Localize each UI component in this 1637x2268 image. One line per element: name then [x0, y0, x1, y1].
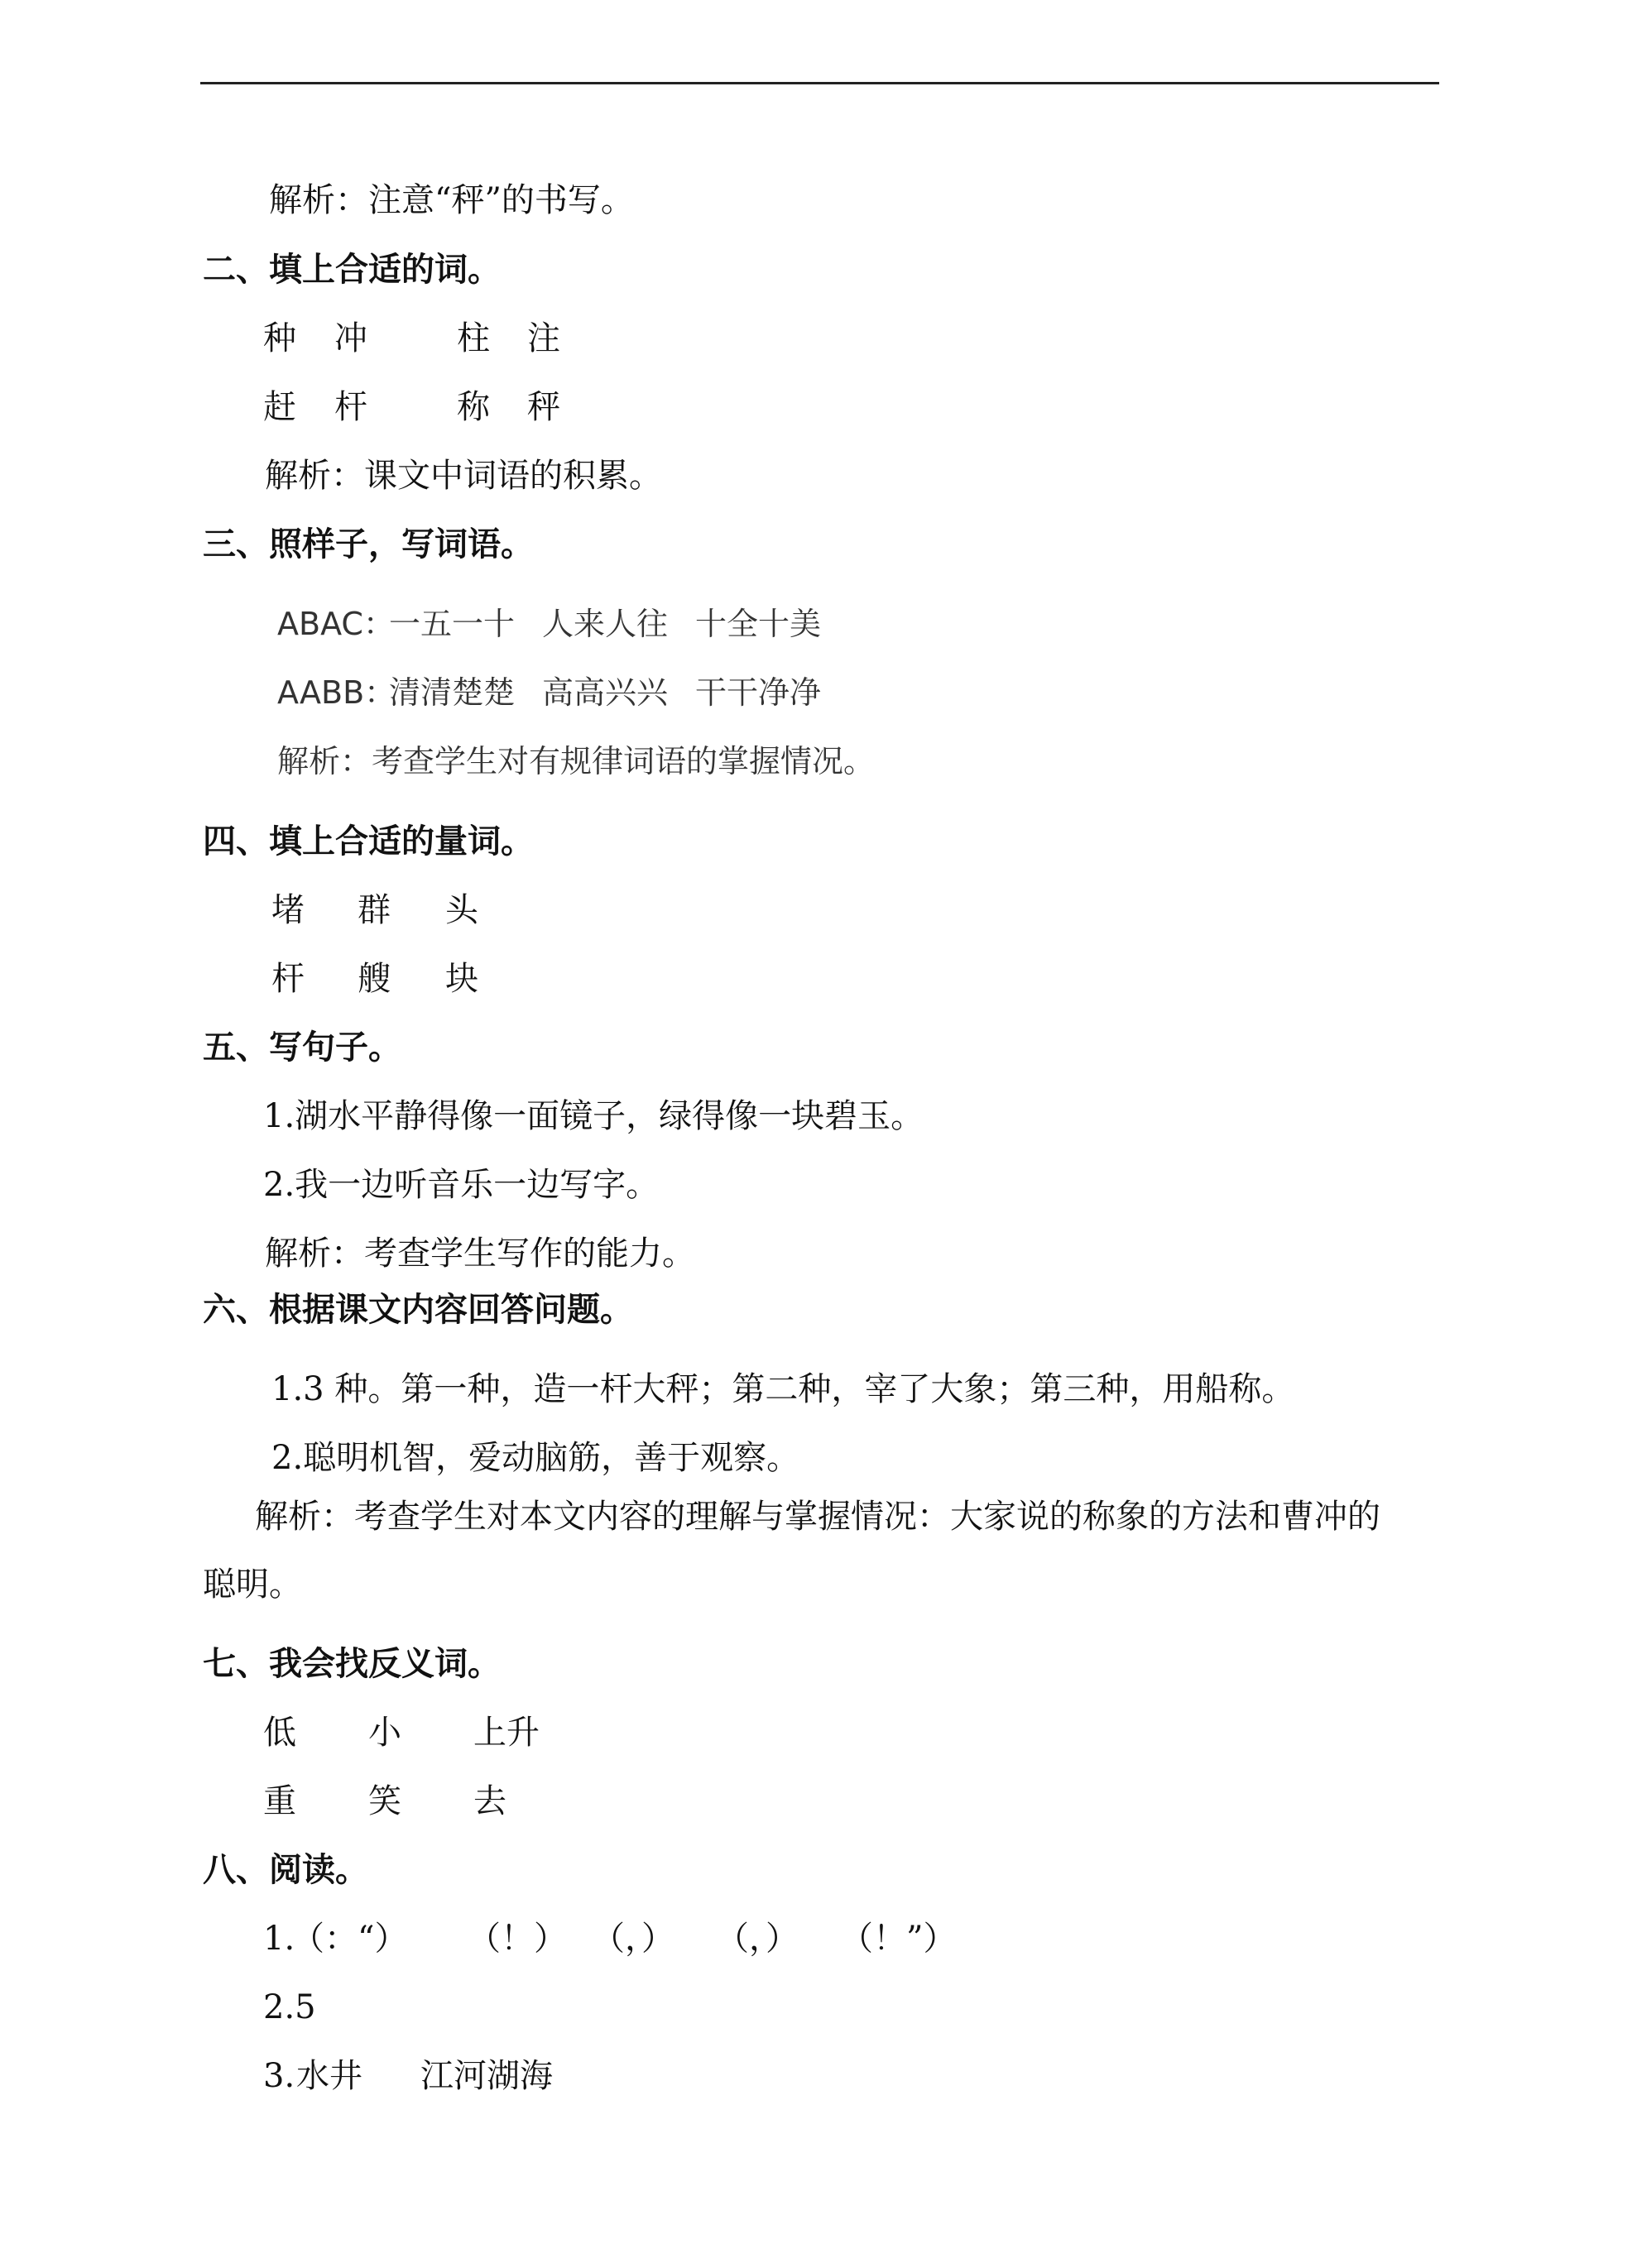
- aabb-label: AABB：: [277, 674, 396, 711]
- section-6-answer-1: 1.3 种。第一种，造一杆大秤；第二种，宰了大象；第三种，用船称。: [271, 1370, 1295, 1408]
- answer-note-1: 解析：注意“秤”的书写。: [269, 181, 634, 219]
- section-8-title: 八、阅读。: [203, 1851, 368, 1889]
- word-cell: 注: [527, 319, 560, 357]
- header-rule: [200, 82, 1439, 84]
- punctuation-answer: （：“）: [291, 1920, 408, 1958]
- word-cell: 称: [457, 388, 490, 426]
- measure-word-cell: 杆: [271, 960, 305, 998]
- section-6-answer-2: 2.聪明机智，爱动脑筋，善于观察。: [271, 1439, 800, 1477]
- measure-word-cell: 堵: [271, 891, 305, 929]
- word-cell: 冲: [334, 319, 367, 357]
- aabb-example: 高高兴兴: [542, 674, 669, 711]
- abac-example: 人来人往: [542, 606, 669, 642]
- word-cell: 秤: [527, 388, 560, 426]
- word-cell: 柱: [457, 319, 490, 357]
- section-3-note: 解析：考查学生对有规律词语的掌握情况。: [277, 743, 876, 779]
- antonym-cell: 重: [263, 1782, 296, 1820]
- punctuation-answer: （！”）: [840, 1920, 957, 1958]
- antonym-cell: 小: [368, 1714, 401, 1752]
- section-5-note: 解析：考查学生写作的能力。: [265, 1235, 695, 1273]
- section-2-title: 二、填上合适的词。: [203, 251, 501, 289]
- word-cell: 杆: [334, 388, 367, 426]
- abac-label: ABAC：: [277, 606, 395, 642]
- punctuation-answer: （，）: [716, 1920, 799, 1958]
- word-cell: 赶: [263, 388, 296, 426]
- antonym-cell: 去: [473, 1782, 506, 1820]
- section-3-title: 三、照样子，写词语。: [203, 525, 534, 563]
- section-7-title: 七、我会找反义词。: [203, 1645, 501, 1683]
- answer-number: 1.: [263, 1920, 295, 1958]
- punctuation-answer: （！）: [468, 1920, 567, 1958]
- antonym-cell: 笑: [368, 1782, 401, 1820]
- section-5-answer-1: 1.湖水平静得像一面镜子，绿得像一块碧玉。: [263, 1097, 924, 1135]
- aabb-example: 清清楚楚: [389, 674, 516, 711]
- reading-answer-word: 水井: [296, 2057, 362, 2095]
- word-cell: 种: [263, 319, 296, 357]
- measure-word-cell: 头: [445, 891, 478, 929]
- antonym-cell: 上升: [473, 1714, 540, 1752]
- section-8-answer-2: 2.5: [263, 1988, 316, 2026]
- measure-word-cell: 艘: [358, 960, 391, 998]
- section-6-note-line-1: 解析：考查学生对本文内容的理解与掌握情况：大家说的称象的方法和曹冲的: [255, 1498, 1380, 1536]
- section-6-title: 六、根据课文内容回答问题。: [203, 1291, 633, 1329]
- abac-example: 一五一十: [389, 606, 516, 642]
- section-4-title: 四、填上合适的量词。: [203, 822, 534, 861]
- aabb-example: 干干净净: [695, 674, 822, 711]
- reading-answer-word: 江河湖海: [420, 2057, 553, 2095]
- section-5-title: 五、写句子。: [203, 1029, 401, 1067]
- abac-example: 十全十美: [695, 606, 822, 642]
- section-6-note-line-2: 聪明。: [203, 1566, 302, 1604]
- section-5-answer-2: 2.我一边听音乐一边写字。: [263, 1166, 660, 1204]
- section-2-note: 解析：课文中词语的积累。: [265, 457, 662, 495]
- answer-number: 3.: [263, 2057, 295, 2095]
- measure-word-cell: 群: [358, 891, 391, 929]
- punctuation-answer: （，）: [592, 1920, 674, 1958]
- antonym-cell: 低: [263, 1714, 296, 1752]
- measure-word-cell: 块: [445, 960, 478, 998]
